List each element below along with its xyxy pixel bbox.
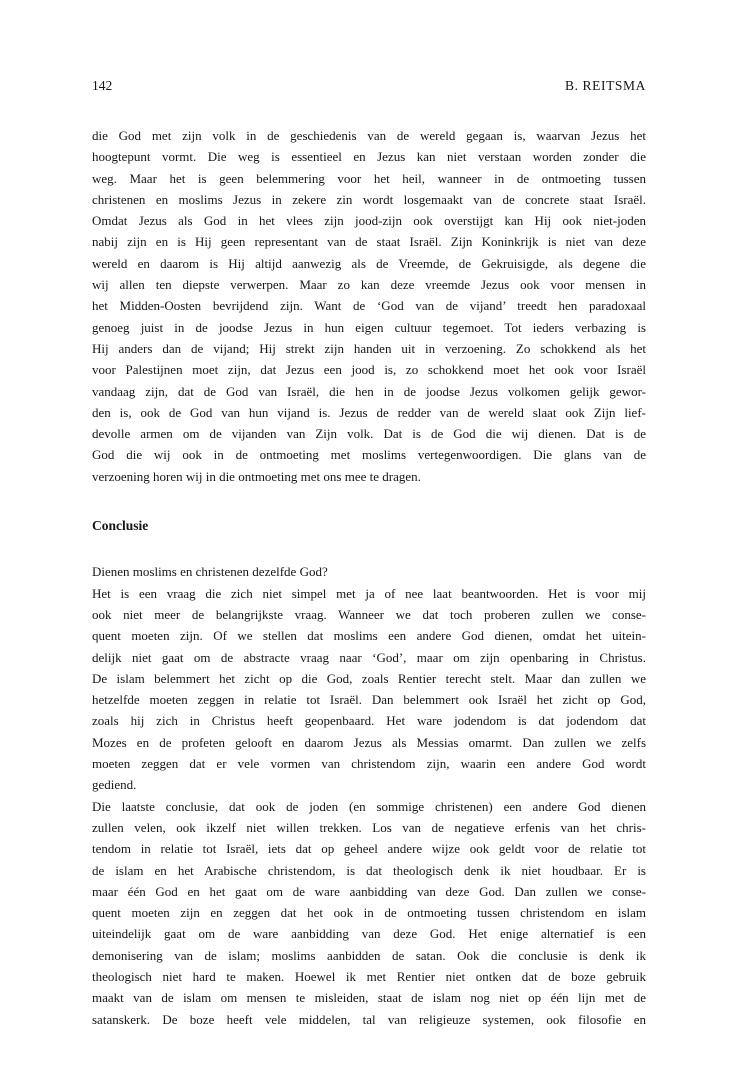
text-line: voor Palestijnen moet zijn, dat Jezus een jood is, zo schokkend moet het ook voor Israël <box>92 362 646 378</box>
running-title-author: B. REITSMA <box>564 78 646 93</box>
text-line: devolle armen om de vijanden van Zijn volk. Dat is de God die wij dienen. Dat is de <box>92 426 646 442</box>
text-line: zullen velen, ook ikzelf niet willen trekken. Los van de negatieve erfenis van het chris- <box>92 819 646 835</box>
text-line: demonisering van de islam; moslims aanbidden de satan. Ook die conclusie is denk ik <box>92 947 646 963</box>
text-line: wereld en daarom is Hij altijd aanwezig als de Vreemde, de Gekruisigde, als degene die <box>92 255 646 271</box>
text-line: maakt van de islam om mensen te misleiden, staat de islam nog niet op één lijn met de <box>92 990 646 1006</box>
running-header <box>92 78 646 94</box>
text-line: delijk niet gaat om de abstracte vraag naar ‘God’, maar om zijn openbaring in Christus. <box>92 649 646 665</box>
text-line: ook niet meer de belangrijkste vraag. Wanneer we dat toch proberen zullen we conse- <box>92 606 646 622</box>
text-line: hoogtepunt vormt. Die weg is essentieel en Jezus kan niet verstaan worden zonder die <box>92 149 646 165</box>
text-line: verzoening horen wij in die ontmoeting met ons mee te dragen. <box>92 468 421 484</box>
text-line: christenen en moslims Jezus in zekere zin wordt losgemaakt van de concrete staat Israël. <box>92 191 646 207</box>
paragraph-conclusion-2 <box>92 796 646 1030</box>
text-line: Hij anders dan de vijand; Hij strekt zijn handen uit in verzoening. Zo schokkend als het <box>92 340 646 356</box>
text-line: hetzelfde moeten zeggen in relatie tot Israël. Dan belemmert ook Israël het zicht op God, <box>92 692 646 708</box>
paragraph-conclusion-1 <box>92 583 646 796</box>
text-line: gediend. <box>92 777 137 793</box>
text-line: quent moeten zijn en zeggen dat het ook in de ontmoeting tussen christendom en islam <box>92 905 646 921</box>
text-line: tendom in relatie tot Israël, iets dat op geheel andere wijze ook geldt voor de relatie tot <box>92 841 646 857</box>
text-line: genoeg juist in de joodse Jezus in hun eigen cultuur tegemoet. Tot ieders verbazing is <box>92 319 646 335</box>
text-line: de islam en het Arabische christendom, is dat theologisch denk ik niet houdbaar. Er is <box>92 862 646 878</box>
text-line: nabij zijn en is Hij geen representant van de staat Israël. Zijn Koninkrijk is niet van deze <box>92 234 646 250</box>
text-line: satanskerk. De boze heeft vele middelen, tal van religieuze systemen, ook filosofie en <box>92 1011 646 1027</box>
text-line: weg. Maar het is geen belemmering voor het heil, wanneer in de ontmoeting tussen <box>92 170 646 186</box>
question-line: Dienen moslims en christenen dezelfde God? <box>92 564 328 580</box>
text-line: De islam belemmert het zicht op die God, zoals Rentier terecht stelt. Maar dan zullen we <box>92 670 646 686</box>
text-line: theologisch niet hard te maken. Hoewel ik met Rentier niet ontken dat de boze gebruik <box>92 968 646 984</box>
text-line: Die laatste conclusie, dat ook de joden (en sommige christenen) een andere God dienen <box>92 798 646 814</box>
section-heading-conclusie: Conclusie <box>92 518 149 534</box>
text-line: God die wij ook in de ontmoeting met moslims vertegenwoordigen. Die glans van de <box>92 447 646 463</box>
text-line: den is, ook de God van hun vijand is. Jezus de redder van de wereld slaat ook Zijn lief- <box>92 404 646 420</box>
text-line: Mozes en de profeten gelooft en daarom Jezus als Messias omarmt. Dan zullen we zelfs <box>92 734 646 750</box>
text-line: quent moeten zijn. Of we stellen dat moslims een andere God dienen, omdat het uitein- <box>92 628 646 644</box>
text-line: maar één God en het gaat om de ware aanbidding van deze God. Dan zullen we conse- <box>92 883 646 899</box>
paragraph-continuation <box>92 125 646 487</box>
page-body <box>92 125 646 1030</box>
text-line: wij allen ten diepste verwerpen. Maar zo kan deze vreemde Jezus ook voor mensen in <box>92 277 646 293</box>
text-line: Omdat Jezus als God in het vlees zijn jood-zijn ook overstijgt kan Hij ook niet-joden <box>92 213 646 229</box>
text-line: moeten zeggen dat er vele vormen van christendom zijn, waarin een andere God wordt <box>92 756 646 772</box>
text-line: het Midden-Oosten bevrijdend zijn. Want de ‘God van de vijand’ treedt hen paradoxaal <box>92 298 646 314</box>
text-line: die God met zijn volk in de geschiedenis van de wereld gegaan is, waarvan Jezus het <box>92 128 646 143</box>
text-line: zoals hij zich in Christus heeft geopenbaard. Het ware jodendom is dat jodendom dat <box>92 713 646 729</box>
text-line: uiteindelijk gaat om de ware aanbidding van deze God. Het enige alternatief is een <box>92 926 646 942</box>
page-number: 142 <box>92 78 113 93</box>
text-line: vandaag zijn, dat de God van Israël, die hen in de joodse Jezus volkomen gelijk gewor- <box>92 383 646 399</box>
text-line: Het is een vraag die zich niet simpel met ja of nee laat beantwoorden. Het is voor mij <box>92 585 646 601</box>
